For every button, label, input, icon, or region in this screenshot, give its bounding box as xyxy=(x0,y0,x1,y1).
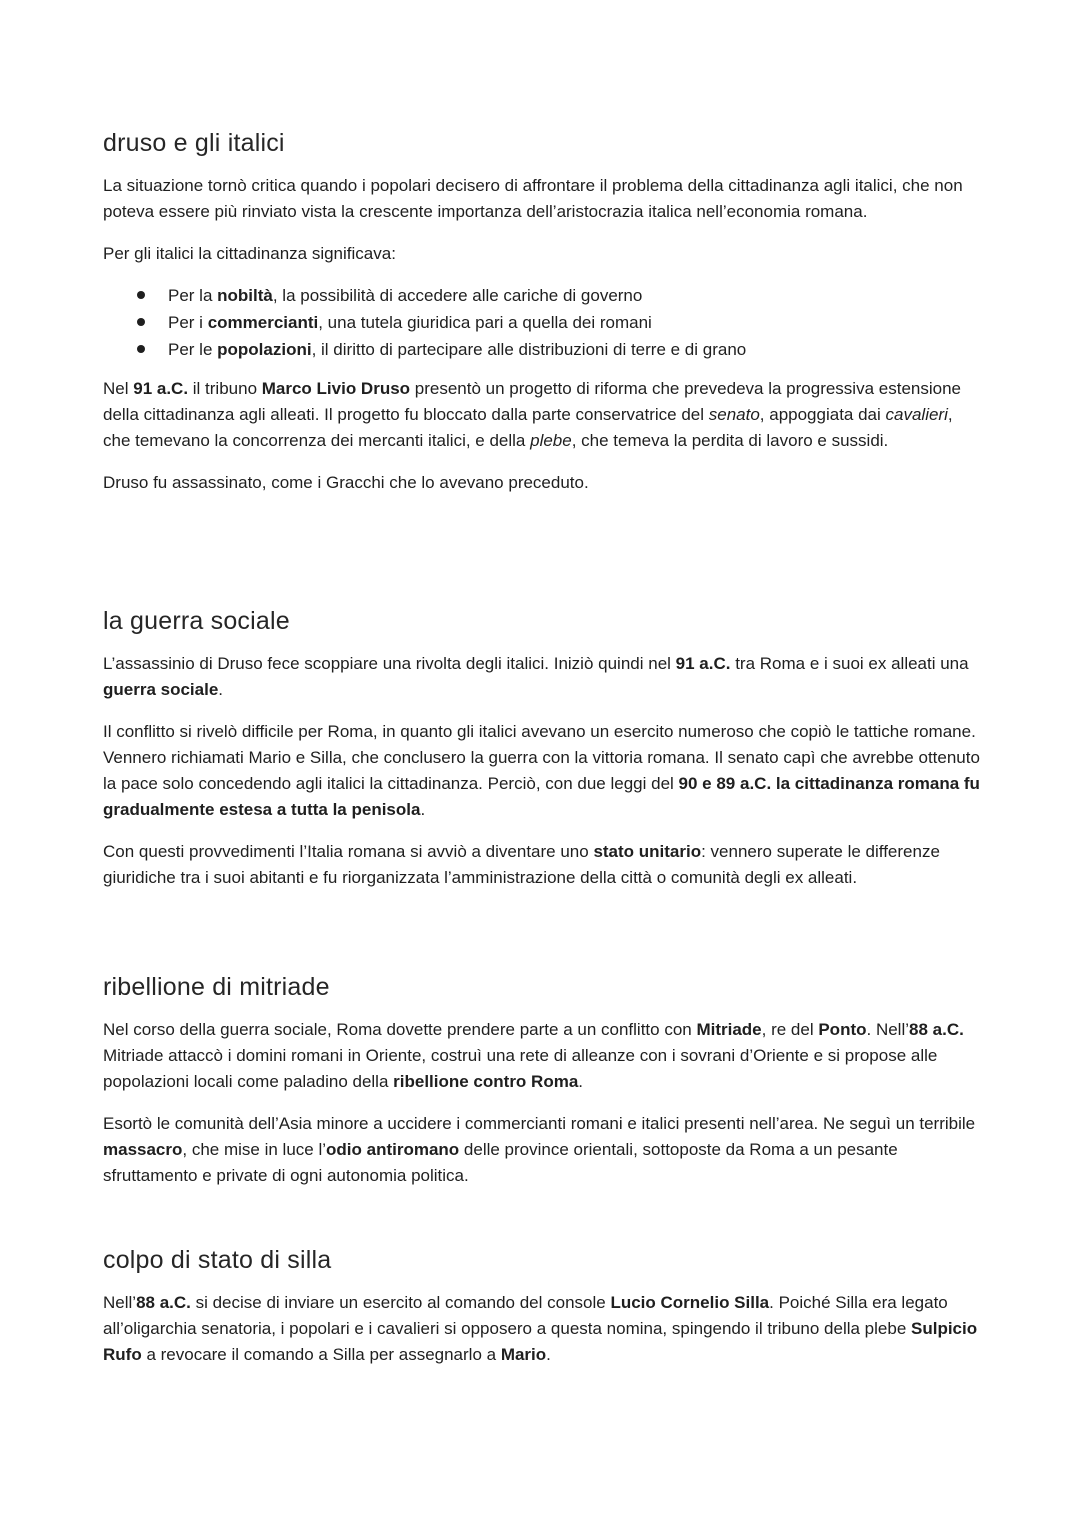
paragraph: Il conflitto si rivelò difficile per Roma, in quanto gli italici avevano un esercito numeroso che copiò le tattiche romane. Vennero richiamati Mario e Silla, che conclusero la guerra con la vittoria romana. Il senato capì che avrebbe ottenuto la pace solo concedendo agli italici la cittadinanza. Perciò, con due leggi del 90 e 89 a.C. la cittadinanza romana fu gradualmente estesa a tutta la penisola. xyxy=(103,722,980,819)
list-item: Per le popolazioni, il diritto di partecipare alle distribuzioni di terre e di grano xyxy=(103,336,983,363)
paragraph: Nell’88 a.C. si decise di inviare un esercito al comando del console Lucio Cornelio Silla. Poiché Silla era legato all’oligarchia senatoria, i popolari e i cavalieri si opposero a questa nomina, spingendo il tribuno della plebe Sulpicio Rufo a revocare il comando a Silla per assegnarlo a Mario. xyxy=(103,1293,978,1364)
list-item: Per i commercianti, una tutela giuridica pari a quella dei romani xyxy=(103,309,983,336)
paragraph: Nel corso della guerra sociale, Roma dovette prendere parte a un conflitto con Mitriade, re del Ponto. Nell’88 a.C. Mitriade attaccò i domini romani in Oriente, costruì una rete di alleanze con i sovrani d’Oriente e si propose alle popolazioni locali come paladino della ribellione contro Roma. xyxy=(103,1020,964,1091)
paragraph: L’assassinio di Druso fece scoppiare una rivolta degli italici. Iniziò quindi nel 91 a.C. tra Roma e i suoi ex alleati una guerra sociale. xyxy=(103,654,969,699)
section-mitriade xyxy=(103,972,983,1189)
list-item: Per la nobiltà, la possibilità di accedere alle cariche di governo xyxy=(103,282,983,309)
section-silla xyxy=(103,1245,983,1368)
paragraph: Per gli italici la cittadinanza significava: xyxy=(103,244,396,263)
bullet-icon xyxy=(137,345,145,353)
section-druso xyxy=(103,128,983,496)
section-title: la guerra sociale xyxy=(103,607,290,635)
section-title: colpo di stato di silla xyxy=(103,1246,332,1274)
bullet-icon xyxy=(137,318,145,326)
paragraph: Nel 91 a.C. il tribuno Marco Livio Druso presentò un progetto di riforma che prevedeva la progressiva estensione della cittadinanza agli alleati. Il progetto fu bloccato dalla parte conservatrice del senato, appoggiata dai cavalieri, che temevano la concorrenza dei mercanti italici, e della plebe, che temeva la perdita di lavoro e sussidi. xyxy=(103,379,961,450)
section-guerra-sociale xyxy=(103,606,983,891)
paragraph: Druso fu assassinato, come i Gracchi che lo avevano preceduto. xyxy=(103,473,589,492)
section-title: druso e gli italici xyxy=(103,129,285,157)
bullet-list xyxy=(103,282,983,363)
paragraph: La situazione tornò critica quando i popolari decisero di affrontare il problema della cittadinanza agli italici, che non poteva essere più rinviato vista la crescente importanza dell’aristocrazia italica nell’economia romana. xyxy=(103,176,963,221)
paragraph: Con questi provvedimenti l’Italia romana si avviò a diventare uno stato unitario: vennero superate le differenze giuridiche tra i suoi abitanti e fu riorganizzata l’amministrazione della città o comunità degli ex alleati. xyxy=(103,842,940,887)
section-title: ribellione di mitriade xyxy=(103,973,330,1001)
bullet-icon xyxy=(137,291,145,299)
paragraph: Esortò le comunità dell’Asia minore a uccidere i commercianti romani e italici presenti nell’area. Ne seguì un terribile massacro, che mise in luce l’odio antiromano delle province orientali, sottoposte da Roma a un pesante sfruttamento e private di ogni autonomia politica. xyxy=(103,1114,976,1185)
